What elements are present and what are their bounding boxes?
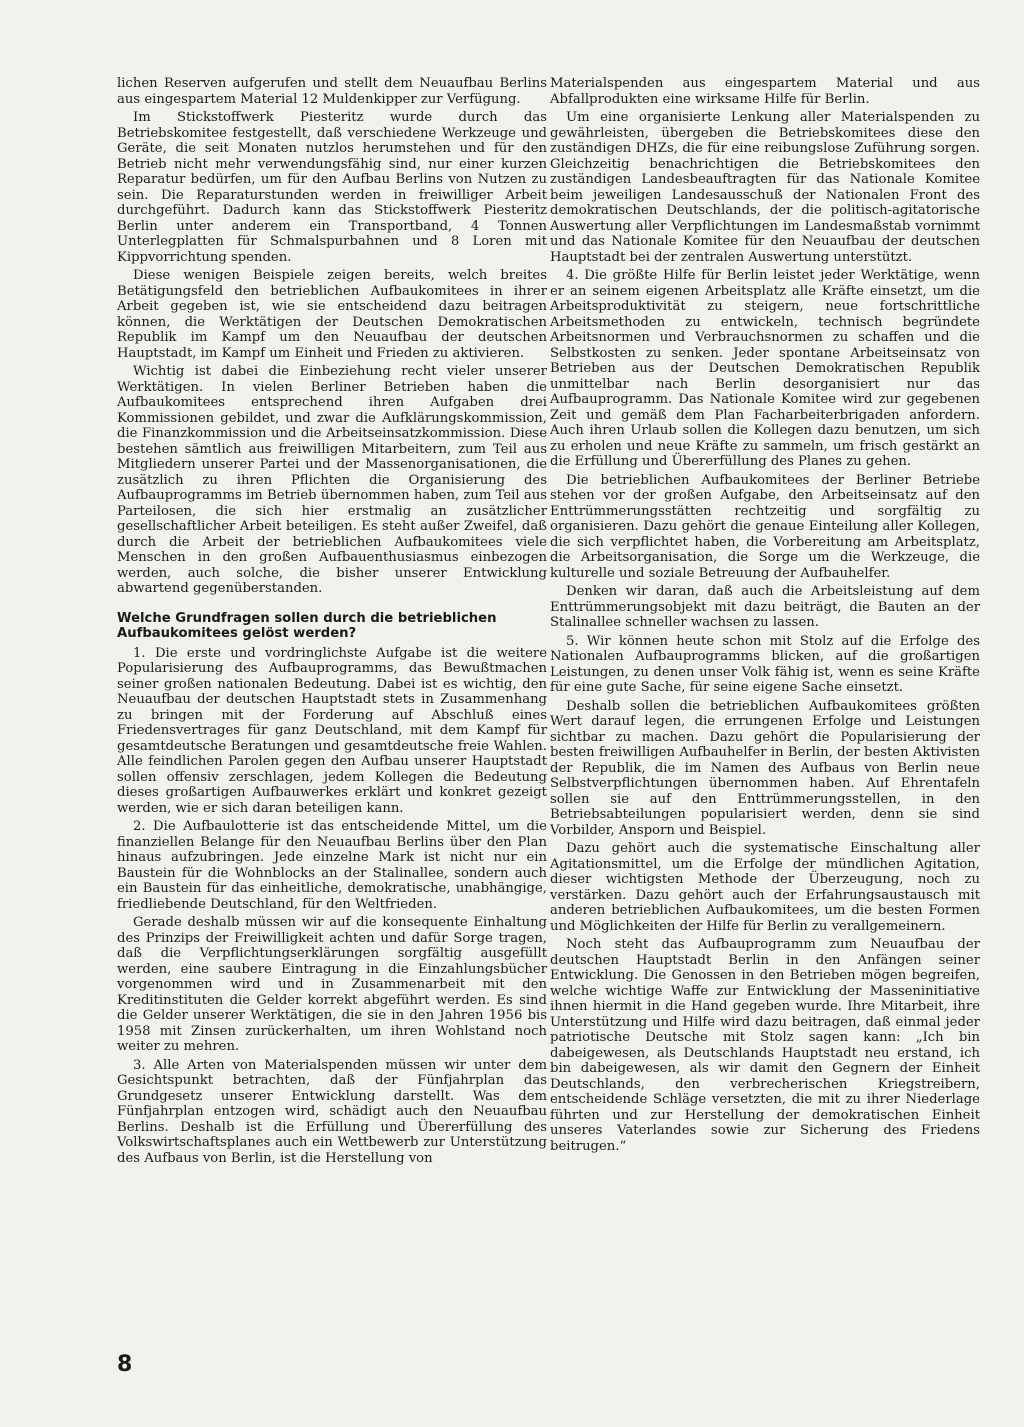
paragraph: Denken wir daran, daß auch die Arbeitsleistung auf dem Enttrümmerungsobjekt mit dazu beiträgt, die Bauten an der Stalinallee schneller wachsen zu lassen. [550,584,980,630]
paragraph: Diese wenigen Beispiele zeigen bereits, welch breites Betätigungsfeld den betrieblichen Aufbaukomitees in ihrer Arbeit gegeben ist, wie sie entscheidend dazu beitragen können, die Werktätigen der Deutschen Demokratischen Republik im Kampf um den Neuaufbau der deutschen Hauptstadt, im Kampf um Einheit und Frieden zu aktivieren. [117,268,547,361]
paragraph: Gerade deshalb müssen wir auf die konsequente Einhaltung des Prinzips der Freiwilligkeit achten und dafür Sorge tragen, daß die Verpflichtungserklärungen sorgfältig ausgefüllt werden, eine saubere Eintragung in die Einzahlungsbücher vorgenommen wird und in Zusammenarbeit mit den Kreditinstituten die Gelder korrekt abgeführt werden. Es sind die Gelder unserer Werktätigen, die sie in den Jahren 1956 bis 1958 mit Zinsen zurückerhalten, um ihren Wohlstand noch weiter zu mehren. [117,915,547,1054]
paragraph: lichen Reserven aufgerufen und stellt dem Neuaufbau Berlins aus eingespartem Material 12 Muldenkipper zur Verfügung. [117,76,547,107]
paragraph: Um eine organisierte Lenkung aller Materialspenden zu gewährleisten, übergeben die Betriebskomitees diese den zuständigen DHZs, die für eine reibungslose Zuführung sorgen. Gleichzeitig benachrichtigen die Betriebskomitees den zuständigen Landesbeauftragten für das Nationale Komitee beim jeweiligen Landesausschuß der Nationalen Front des demokratischen Deutschlands, der die politisch-agitatorische Auswertung aller Verpflichtungen im Landesmaßstab vornimmt und das Nationale Komitee für den Neuaufbau der deutschen Hauptstadt bei der zentralen Auswertung unterstützt. [550,110,980,265]
paragraph: Im Stickstoffwerk Piesteritz wurde durch das Betriebskomitee festgestellt, daß verschiedene Werkzeuge und Geräte, die seit Monaten nutzlos herumstehen und für den Betrieb nicht mehr verwendungsfähig sind, nur einer kurzen Reparatur bedürfen, um für den Aufbau Berlins von Nutzen zu sein. Die Reparaturstunden werden in freiwilliger Arbeit durchgeführt. Dadurch kann das Stickstoffwerk Piesteritz Berlin unter anderem ein Transportband, 4 Tonnen Unterlegplatten für Schmalspurbahnen und 8 Loren mit Kippvorrichtung spenden. [117,110,547,265]
text-columns [117,76,980,1166]
paragraph: 2. Die Aufbaulotterie ist das entscheidende Mittel, um die finanziellen Belange für den Neuaufbau Berlins über den Plan hinaus aufzubringen. Jede einzelne Mark ist nicht nur ein Baustein für die Wohnblocks an der Stalinallee, sondern auch ein Baustein für das einheitliche, demokratische, unabhängige, friedliebende Deutschland, für den Weltfrieden. [117,819,547,912]
paragraph: Materialspenden aus eingespartem Material und aus Abfallprodukten eine wirksame Hilfe für Berlin. [550,76,980,107]
page-number: 8 [117,1352,133,1377]
paragraph: 5. Wir können heute schon mit Stolz auf die Erfolge des Nationalen Aufbauprogramms blicken, auf die großartigen Leistungen, zu denen unser Volk fähig ist, wenn es seine Kräfte für eine gute Sache, für seine eigene Sache einsetzt. [550,633,980,695]
section-heading: Welche Grundfragen sollen durch die betrieblichen Aufbaukomitees gelöst werden? [117,610,497,641]
left-column [117,76,547,1166]
paragraph: Die betrieblichen Aufbaukomitees der Berliner Betriebe stehen vor der großen Aufgabe, den Arbeitseinsatz auf den Enttrümmerungsstätten rechtzeitig und sorgfältig zu organisieren. Dazu gehört die genaue Einteilung aller Kollegen, die sich verpflichtet haben, die Vorbereitung am Arbeitsplatz, die Arbeitsorganisation, die Sorge um die Werkzeuge, die kulturelle und soziale Betreuung der Aufbauhelfer. [550,472,980,581]
paragraph: Dazu gehört auch die systematische Einschaltung aller Agitationsmittel, um die Erfolge der mündlichen Agitation, dieser wichtigsten Methode der Überzeugung, noch zu verstärken. Dazu gehört auch der Erfahrungsaustausch mit anderen betrieblichen Aufbaukomitees, um die besten Formen und Möglichkeiten der Hilfe für Berlin zu verallgemeinern. [550,841,980,934]
paragraph: Noch steht das Aufbauprogramm zum Neuaufbau der deutschen Hauptstadt Berlin in den Anfängen seiner Entwicklung. Die Genossen in den Betrieben mögen begreifen, welche wichtige Waffe zur Entwicklung der Masseninitiative ihnen hiermit in die Hand gegeben wurde. Ihre Mitarbeit, ihre Unterstützung und Hilfe wird dazu beitragen, daß einmal jeder patriotische Deutsche mit Stolz sagen kann: „Ich bin dabeigewesen, als Deutschlands Hauptstadt neu erstand, ich bin dabeigewesen, als wir damit den Gegnern der Einheit Deutschlands, den verbrecherischen Kriegstreibern, entscheidende Schläge versetzten, die mit zu ihrer Niederlage führten und zur Herstellung der demokratischen Einheit unseres Vaterlandes sowie zur Sicherung des Friedens beitrugen.“ [550,937,980,1154]
paragraph: 4. Die größte Hilfe für Berlin leistet jeder Werktätige, wenn er an seinem eigenen Arbeitsplatz alle Kräfte einsetzt, um die Arbeitsproduktivität zu steigern, neue fortschrittliche Arbeitsmethoden zu entwickeln, technisch begründete Arbeitsnormen und Verbrauchsnormen zu schaffen und die Selbstkosten zu senken. Jeder spontane Arbeitseinsatz von Betrieben aus der Deutschen Demokratischen Republik unmittelbar nach Berlin desorganisiert nur das Aufbauprogramm. Das Nationale Komitee wird zur gegebenen Zeit und gemäß dem Plan Facharbeiterbrigaden anfordern. Auch ihren Urlaub sollen die Kollegen dazu benutzen, um sich zu erholen und neue Kräfte zu sammeln, um frisch gestärkt an die Erfüllung und Übererfüllung des Planes zu gehen. [550,268,980,469]
paragraph: Wichtig ist dabei die Einbeziehung recht vieler unserer Werktätigen. In vielen Berliner Betrieben haben die Aufbaukomitees entsprechend ihren Aufgaben drei Kommissionen gebildet, und zwar die Aufklärungskommission, die Finanzkommission und die Arbeitseinsatzkommission. Diese bestehen sämtlich aus freiwilligen Mitarbeitern, zum Teil aus Mitgliedern unserer Partei und der Massenorganisationen, die zusätzlich zu ihren Pflichten die Organisierung des Aufbauprogramms im Betrieb übernommen haben, zum Teil aus Parteilosen, die sich hier erstmalig an zusätzlicher gesellschaftlicher Arbeit beteiligen. Es steht außer Zweifel, daß durch die Arbeit der betrieblichen Aufbaukomitees viele Menschen in den großen Aufbauenthusiasmus einbezogen werden, auch solche, die bisher unserer Entwicklung abwartend gegenüberstanden. [117,364,547,596]
right-column [550,76,980,1154]
paragraph: Deshalb sollen die betrieblichen Aufbaukomitees größten Wert darauf legen, die errungenen Erfolge und Leistungen sichtbar zu machen. Dazu gehört die Popularisierung der besten freiwilligen Aufbauhelfer in Berlin, der besten Aktivisten der Republik, die im Namen des Aufbaus von Berlin neue Selbstverpflichtungen übernommen haben. Auf Ehrentafeln sollen sie auf den Enttrümmerungsstellen, in den Betriebsabteilungen popularisiert werden, denn sie sind Vorbilder, Ansporn und Beispiel. [550,698,980,838]
paragraph: 1. Die erste und vordringlichste Aufgabe ist die weitere Popularisierung des Aufbauprogramms, das Bewußtmachen seiner großen nationalen Bedeutung. Dabei ist es wichtig, den Neuaufbau der deutschen Hauptstadt stets in Zusammenhang zu bringen mit der Forderung auf Abschluß eines Friedensvertrages für ganz Deutschland, mit dem Kampf für gesamtdeutsche Beratungen und gesamtdeutsche freie Wahlen. Alle feindlichen Parolen gegen den Aufbau unserer Hauptstadt sollen offensiv zerschlagen, jedem Kollegen die Bedeutung dieses großartigen Aufbauwerkes erklärt und konkret gezeigt werden, wie er sich daran beteiligen kann. [117,645,547,816]
paragraph: 3. Alle Arten von Materialspenden müssen wir unter dem Gesichtspunkt betrachten, daß der Fünfjahrplan das Grundgesetz unserer Entwicklung darstellt. Was dem Fünfjahrplan entzogen wird, schädigt auch den Neuaufbau Berlins. Deshalb ist die Erfüllung und Übererfüllung des Volkswirtschaftsplanes auch ein Wettbewerb zur Unterstützung des Aufbaus von Berlin, ist die Herstellung von [117,1057,547,1166]
